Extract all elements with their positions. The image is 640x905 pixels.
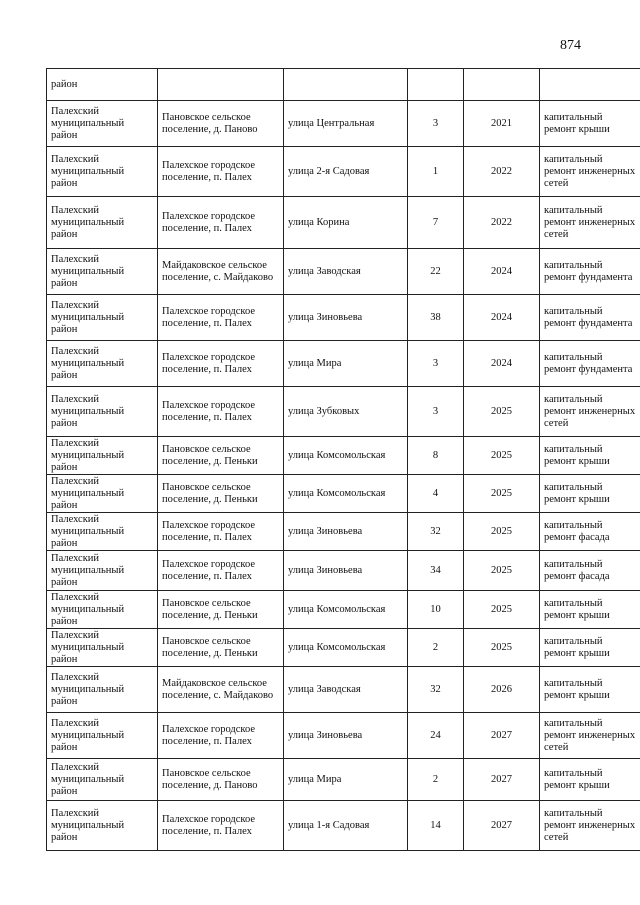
house-cell: 3 xyxy=(408,101,464,147)
settlement-cell: Пановское сельское поселение, д. Пеньки xyxy=(158,629,284,667)
year-cell: 2025 xyxy=(464,437,540,475)
year-cell: 2025 xyxy=(464,551,540,591)
street-cell: улица Зиновьева xyxy=(284,551,408,591)
district-cell: Палехский муниципальный район xyxy=(47,341,158,387)
district-cell: Палехский муниципальный район xyxy=(47,197,158,249)
district-cell: Палехский муниципальный район xyxy=(47,759,158,801)
work-type-cell: капитальный ремонт инженерных сетей xyxy=(540,147,640,197)
district-cell: Палехский муниципальный район xyxy=(47,249,158,295)
table-row xyxy=(47,551,640,591)
district-cell: Палехский муниципальный район xyxy=(47,475,158,513)
settlement-cell: Палехское городское поселение, п. Палех xyxy=(158,295,284,341)
street-cell: улица 1-я Садовая xyxy=(284,801,408,851)
district-cell: Палехский муниципальный район xyxy=(47,387,158,437)
house-cell: 38 xyxy=(408,295,464,341)
work-type-cell: капитальный ремонт крыши xyxy=(540,629,640,667)
house-cell: 22 xyxy=(408,249,464,295)
year-cell: 2025 xyxy=(464,387,540,437)
work-type-cell: капитальный ремонт инженерных сетей xyxy=(540,713,640,759)
work-type-cell: капитальный ремонт фундамента xyxy=(540,249,640,295)
table-row xyxy=(47,387,640,437)
table-row xyxy=(47,249,640,295)
street-cell: улица Комсомольская xyxy=(284,591,408,629)
street-cell xyxy=(284,69,408,101)
year-cell: 2026 xyxy=(464,667,540,713)
settlement-cell: Палехское городское поселение, п. Палех xyxy=(158,197,284,249)
year-cell: 2021 xyxy=(464,101,540,147)
table-row xyxy=(47,801,640,851)
settlement-cell: Палехское городское поселение, п. Палех xyxy=(158,147,284,197)
work-type-cell: капитальный ремонт крыши xyxy=(540,437,640,475)
house-cell: 2 xyxy=(408,759,464,801)
house-cell: 10 xyxy=(408,591,464,629)
settlement-cell: Пановское сельское поселение, д. Пеньки xyxy=(158,437,284,475)
table-row xyxy=(47,667,640,713)
house-cell: 34 xyxy=(408,551,464,591)
work-type-cell: капитальный ремонт фундамента xyxy=(540,341,640,387)
work-type-cell: капитальный ремонт крыши xyxy=(540,101,640,147)
settlement-cell: Пановское сельское поселение, д. Паново xyxy=(158,101,284,147)
district-cell: Палехский муниципальный район xyxy=(47,437,158,475)
house-cell: 8 xyxy=(408,437,464,475)
table-row xyxy=(47,341,640,387)
table-row xyxy=(47,437,640,475)
table-row xyxy=(47,101,640,147)
year-cell: 2027 xyxy=(464,801,540,851)
settlement-cell: Палехское городское поселение, п. Палех xyxy=(158,513,284,551)
year-cell: 2025 xyxy=(464,513,540,551)
house-cell: 1 xyxy=(408,147,464,197)
house-cell: 7 xyxy=(408,197,464,249)
year-cell: 2027 xyxy=(464,713,540,759)
district-cell: Палехский муниципальный район xyxy=(47,629,158,667)
settlement-cell: Палехское городское поселение, п. Палех xyxy=(158,801,284,851)
street-cell: улица Комсомольская xyxy=(284,437,408,475)
street-cell: улица Мира xyxy=(284,759,408,801)
district-cell: Палехский муниципальный район xyxy=(47,667,158,713)
street-cell: улица Комсомольская xyxy=(284,475,408,513)
work-type-cell: капитальный ремонт крыши xyxy=(540,475,640,513)
district-cell: Палехский муниципальный район xyxy=(47,801,158,851)
table-row xyxy=(47,197,640,249)
settlement-cell xyxy=(158,69,284,101)
street-cell: улица Центральная xyxy=(284,101,408,147)
year-cell: 2027 xyxy=(464,759,540,801)
settlement-cell: Майдаковское сельское поселение, с. Майдаково xyxy=(158,667,284,713)
work-type-cell: капитальный ремонт фасада xyxy=(540,551,640,591)
year-cell xyxy=(464,69,540,101)
repair-schedule-table xyxy=(46,68,640,851)
year-cell: 2024 xyxy=(464,249,540,295)
settlement-cell: Палехское городское поселение, п. Палех xyxy=(158,387,284,437)
settlement-cell: Палехское городское поселение, п. Палех xyxy=(158,713,284,759)
work-type-cell: капитальный ремонт фундамента xyxy=(540,295,640,341)
district-cell: Палехский муниципальный район xyxy=(47,513,158,551)
table-row xyxy=(47,591,640,629)
work-type-cell: капитальный ремонт инженерных сетей xyxy=(540,197,640,249)
page-number: 874 xyxy=(560,38,581,53)
street-cell: улица Комсомольская xyxy=(284,629,408,667)
street-cell: улица 2-я Садовая xyxy=(284,147,408,197)
year-cell: 2024 xyxy=(464,341,540,387)
year-cell: 2025 xyxy=(464,629,540,667)
table-row xyxy=(47,295,640,341)
table-row xyxy=(47,759,640,801)
street-cell: улица Зубковых xyxy=(284,387,408,437)
house-cell: 32 xyxy=(408,667,464,713)
house-cell: 4 xyxy=(408,475,464,513)
street-cell: улица Заводская xyxy=(284,667,408,713)
district-cell: Палехский муниципальный район xyxy=(47,101,158,147)
table-row xyxy=(47,513,640,551)
work-type-cell: капитальный ремонт инженерных сетей xyxy=(540,387,640,437)
settlement-cell: Палехское городское поселение, п. Палех xyxy=(158,551,284,591)
district-cell: район xyxy=(47,69,158,101)
settlement-cell: Пановское сельское поселение, д. Пеньки xyxy=(158,475,284,513)
work-type-cell: капитальный ремонт крыши xyxy=(540,759,640,801)
house-cell: 3 xyxy=(408,341,464,387)
work-type-cell xyxy=(540,69,640,101)
settlement-cell: Майдаковское сельское поселение, с. Майдаково xyxy=(158,249,284,295)
district-cell: Палехский муниципальный район xyxy=(47,295,158,341)
settlement-cell: Палехское городское поселение, п. Палех xyxy=(158,341,284,387)
table-row xyxy=(47,475,640,513)
street-cell: улица Корина xyxy=(284,197,408,249)
street-cell: улица Зиновьева xyxy=(284,713,408,759)
table-row-continued xyxy=(47,69,640,101)
work-type-cell: капитальный ремонт крыши xyxy=(540,667,640,713)
settlement-cell: Пановское сельское поселение, д. Пеньки xyxy=(158,591,284,629)
year-cell: 2022 xyxy=(464,197,540,249)
street-cell: улица Зиновьева xyxy=(284,295,408,341)
table-row xyxy=(47,147,640,197)
work-type-cell: капитальный ремонт крыши xyxy=(540,591,640,629)
house-cell: 2 xyxy=(408,629,464,667)
district-cell: Палехский муниципальный район xyxy=(47,551,158,591)
table-row xyxy=(47,629,640,667)
year-cell: 2025 xyxy=(464,591,540,629)
year-cell: 2025 xyxy=(464,475,540,513)
year-cell: 2024 xyxy=(464,295,540,341)
house-cell: 3 xyxy=(408,387,464,437)
district-cell: Палехский муниципальный район xyxy=(47,591,158,629)
district-cell: Палехский муниципальный район xyxy=(47,713,158,759)
table-row xyxy=(47,713,640,759)
settlement-cell: Пановское сельское поселение, д. Паново xyxy=(158,759,284,801)
district-cell: Палехский муниципальный район xyxy=(47,147,158,197)
house-cell: 24 xyxy=(408,713,464,759)
house-cell xyxy=(408,69,464,101)
year-cell: 2022 xyxy=(464,147,540,197)
street-cell: улица Мира xyxy=(284,341,408,387)
house-cell: 14 xyxy=(408,801,464,851)
house-cell: 32 xyxy=(408,513,464,551)
street-cell: улица Заводская xyxy=(284,249,408,295)
work-type-cell: капитальный ремонт фасада xyxy=(540,513,640,551)
street-cell: улица Зиновьева xyxy=(284,513,408,551)
work-type-cell: капитальный ремонт инженерных сетей xyxy=(540,801,640,851)
